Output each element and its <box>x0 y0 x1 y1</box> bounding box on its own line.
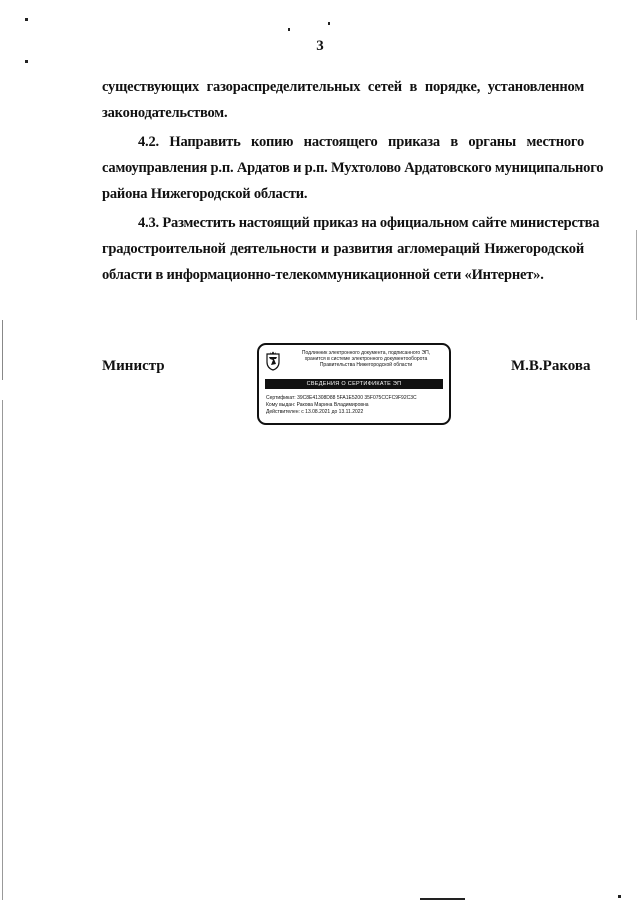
page-number: 3 <box>316 38 324 54</box>
stamp-header <box>285 350 447 368</box>
scan-edge-line <box>2 400 3 900</box>
stamp-header-line: Подлинник электронного документа, подписанного ЭП, <box>301 350 431 356</box>
paragraph-4-3 <box>102 210 600 288</box>
signer-position: Министр <box>102 358 165 374</box>
scan-edge-line <box>2 320 3 380</box>
coat-of-arms-icon <box>265 351 281 371</box>
stamp-banner: СВЕДЕНИЯ О СЕРТИФИКАТЕ ЭП <box>265 379 443 389</box>
certificate-number: Сертификат: 39C8E41308D88 5FA1E5200 35F075CCFC9F92C3C <box>266 395 417 401</box>
text-line: самоуправления р.п. Ардатов и р.п. Мухтолово Ардатовского муниципального <box>102 160 604 176</box>
stamp-header-line: хранится в системе электронного документооборота <box>304 356 428 362</box>
stamp-header-line: Правительства Нижегородской области <box>319 362 413 368</box>
certificate-owner: Кому выдан: Ракова Марина Владимировна <box>266 402 369 408</box>
text-line: 4.3. Разместить настоящий приказ на официальном сайте министерства <box>138 215 600 231</box>
scan-speck <box>288 28 290 31</box>
scan-speck <box>25 18 28 21</box>
signer-name: М.В.Ракова <box>511 358 591 374</box>
text-line: 4.2. Направить копию настоящего приказа в органы местного <box>138 134 584 150</box>
e-signature-stamp <box>257 343 451 425</box>
scan-speck <box>25 60 28 63</box>
paragraph-4-2 <box>102 129 604 207</box>
certificate-validity: Действителен: с 13.08.2021 до 13.11.2022 <box>266 409 364 415</box>
scan-edge-line <box>420 898 465 900</box>
scan-edge-line <box>636 230 637 320</box>
scan-speck <box>328 22 330 25</box>
stamp-details <box>266 395 446 416</box>
text-line: градостроительной деятельности и развития агломераций Нижегородской <box>102 241 584 257</box>
text-line: района Нижегородской области. <box>102 186 308 202</box>
text-line: законодательством. <box>102 105 228 121</box>
paragraph-continuation <box>102 74 584 126</box>
scan-speck <box>618 895 621 898</box>
text-line: области в информационно-телекоммуникационной сети «Интернет». <box>102 267 544 283</box>
text-line: существующих газораспределительных сетей в порядке, установленном <box>102 79 584 95</box>
